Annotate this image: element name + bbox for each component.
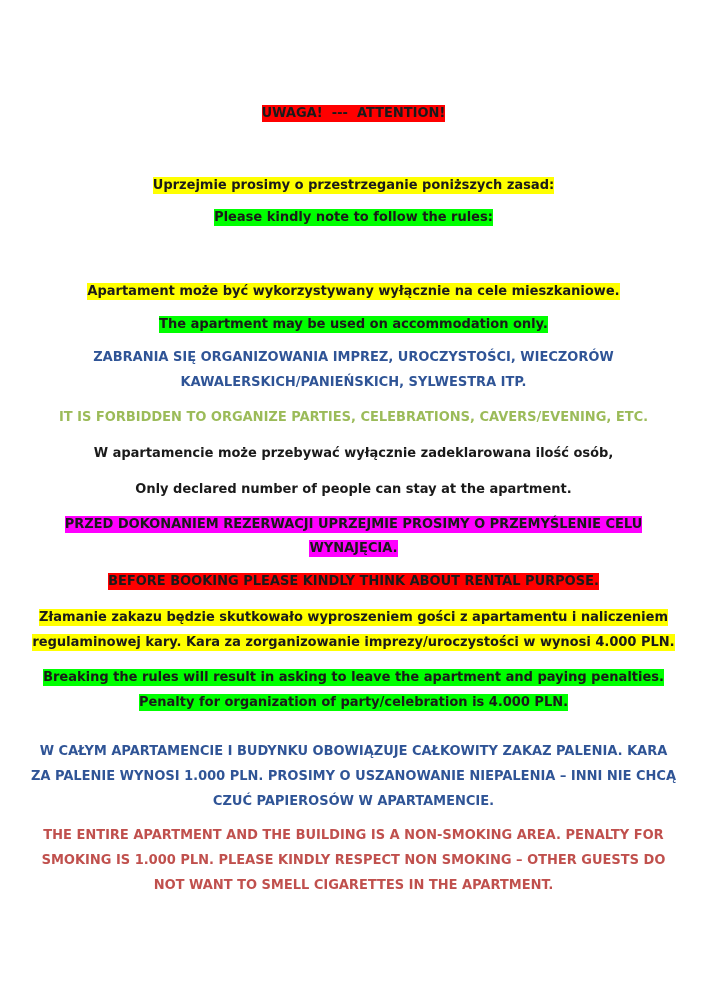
penalty-pl-line-2 <box>0 630 707 656</box>
parties-pl-line-2: KAWALERSKICH/PANIEŃSKICH, SYLWESTRA ITP. <box>180 375 527 390</box>
parties-pl-line-1: ZABRANIA SIĘ ORGANIZOWANIA IMPREZ, UROCZYSTOŚCI, WIECZORÓW <box>93 350 614 365</box>
smoking-en-line-3: NOT WANT TO SMELL CIGARETTES IN THE APARTMENT. <box>153 878 554 893</box>
smoking-pl-line-3: CZUĆ PAPIEROSÓW W APARTAMENCIE. <box>212 794 495 809</box>
purpose-pl-line-1 <box>0 512 707 538</box>
purpose-en <box>0 569 707 595</box>
intro-en-text: Please kindly note to follow the rules: <box>214 210 493 225</box>
smoking-pl-line-2: ZA PALENIE WYNOSI 1.000 PLN. PROSIMY O USZANOWANIE NIEPALENIA – INNI NIE CHCĄ <box>30 769 677 784</box>
purpose-pl-line-2-text: WYNAJĘCIA. <box>309 541 398 556</box>
penalty-en-line-1 <box>0 665 707 691</box>
persons-pl: W apartamencie może przebywać wyłącznie zadeklarowana ilość osób, <box>93 446 614 461</box>
residential-pl <box>0 279 707 305</box>
purpose-pl-line-2 <box>0 536 707 562</box>
attention-text: UWAGA! --- ATTENTION! <box>261 106 446 121</box>
smoking-pl-line-1: W CAŁYM APARTAMENCIE I BUDYNKU OBOWIĄZUJE CAŁKOWITY ZAKAZ PALENIA. KARA <box>39 744 668 759</box>
intro-pl <box>0 173 707 199</box>
penalty-pl-line-1-text: Złamanie zakazu będzie skutkowało wyproszeniem gości z apartamentu i naliczeniem <box>39 610 668 625</box>
residential-pl-text: Apartament może być wykorzystywany wyłącznie na cele mieszkaniowe. <box>87 284 620 299</box>
smoking-en-line-2: SMOKING IS 1.000 PLN. PLEASE KINDLY RESPECT NON SMOKING – OTHER GUESTS DO <box>41 853 666 868</box>
smoking-en-line-1: THE ENTIRE APARTMENT AND THE BUILDING IS A NON-SMOKING AREA. PENALTY FOR <box>43 828 664 843</box>
penalty-en-line-2-text: Penalty for organization of party/celebration is 4.000 PLN. <box>138 695 569 710</box>
parties-en: IT IS FORBIDDEN TO ORGANIZE PARTIES, CELEBRATIONS, CAVERS/EVENING, ETC. <box>58 410 649 425</box>
intro-en <box>0 205 707 231</box>
attention-heading <box>0 101 707 127</box>
penalty-pl-line-2-text: regulaminowej kary. Kara za zorganizowanie imprezy/uroczystości w wynosi 4.000 PLN. <box>32 635 675 650</box>
penalty-en-line-2 <box>0 690 707 716</box>
penalty-pl-line-1 <box>0 605 707 631</box>
penalty-en-line-1-text: Breaking the rules will result in asking to leave the apartment and paying penalties. <box>43 670 664 685</box>
purpose-pl-line-1-text: PRZED DOKONANIEM REZERWACJI UPRZEJMIE PROSIMY O PRZEMYŚLENIE CELU <box>64 517 643 532</box>
residential-en-text: The apartment may be used on accommodation only. <box>159 317 548 332</box>
persons-en: Only declared number of people can stay at the apartment. <box>135 482 572 497</box>
intro-pl-text: Uprzejmie prosimy o przestrzeganie poniższych zasad: <box>152 178 555 193</box>
residential-en <box>0 312 707 338</box>
purpose-en-text: BEFORE BOOKING PLEASE KINDLY THINK ABOUT RENTAL PURPOSE. <box>108 574 599 589</box>
